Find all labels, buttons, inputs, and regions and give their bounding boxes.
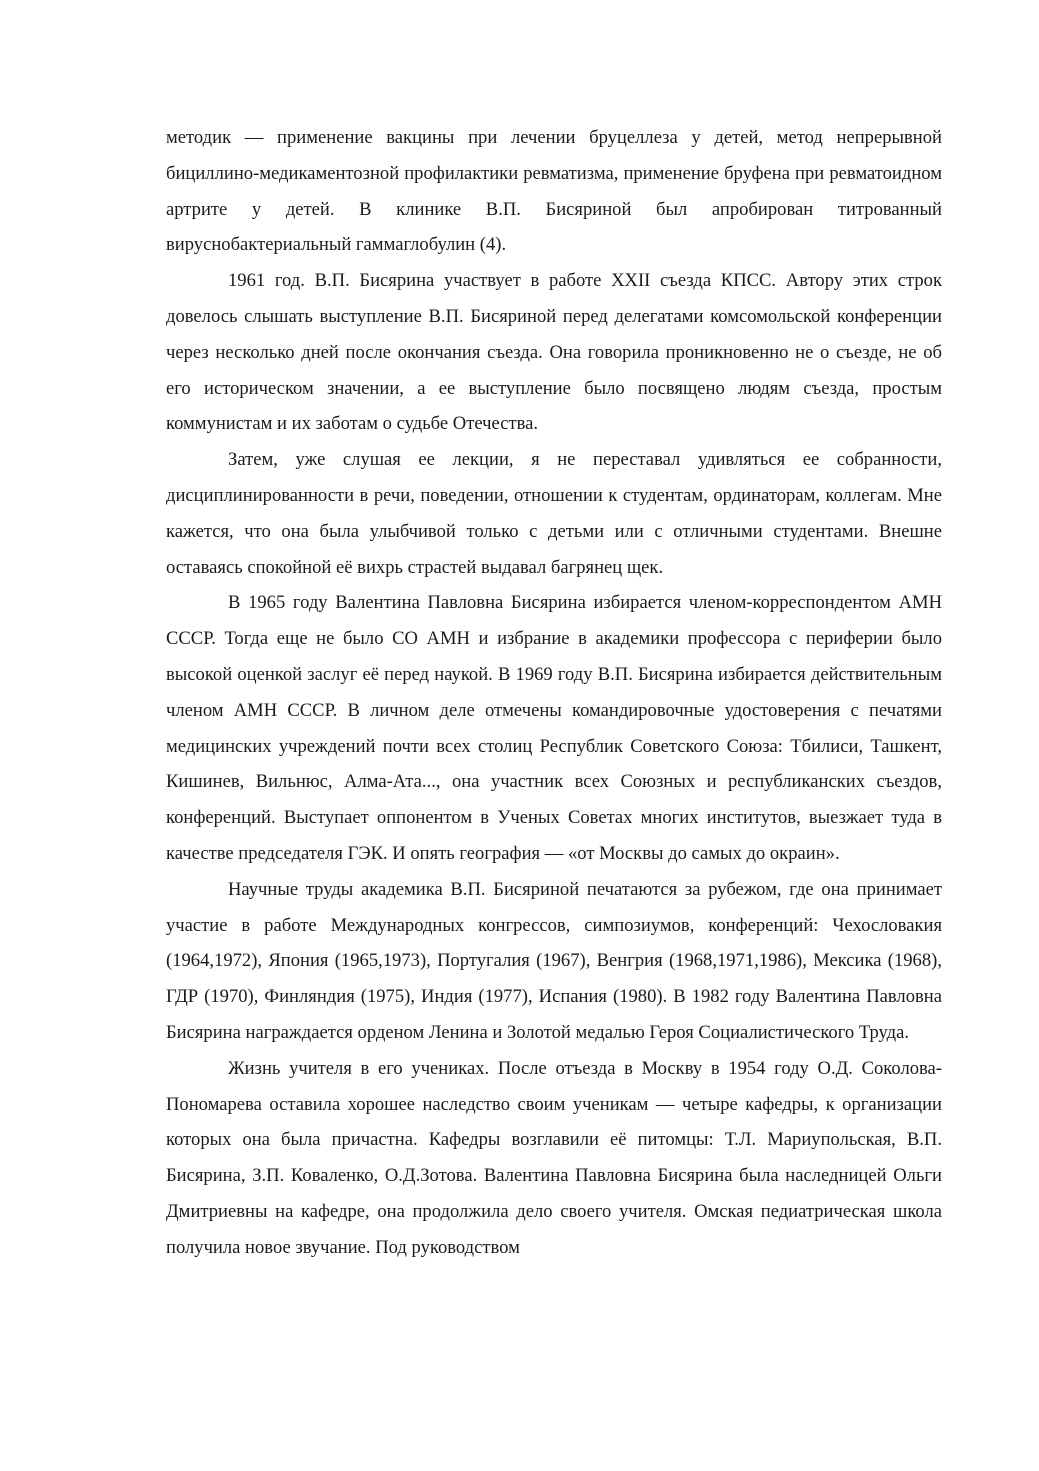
paragraph-1965-academy: В 1965 году Валентина Павловна Бисярина избирается членом-корреспондентом АМН СССР. Тогда еще не было СО АМН и избрание в академики профессора с периферии было высокой оценкой заслуг её перед наукой. В 1969 году В.П. Бисярина избирается действительным членом АМН СССР. В личном деле отмечены командировочные удостоверения с печатями медицинских учреждений почти всех столиц Республик Советского Союза: Тбилиси, Ташкент, Кишинев, Вильнюс, Алма-Ата..., она участник всех Союзных и республиканских съездов, конференций. Выступает оппонентом в Ученых Советах многих институтов, выезжает туда в качестве председателя ГЭК. И опять география — «от Москвы до самых до окраин». xyxy=(166,592,942,864)
paragraph-international-works: Научные труды академика В.П. Бисяриной печатаются за рубежом, где она принимает участие в работе Международных конгрессов, симпозиумов, конференций: Чехословакия (1964,1972), Япония (1965,1973), Португалия (1967), Венгрия (1968,1971,1986), Мексика (1968), ГДР (1970), Финляндия (1975), Индия (1977), Испания (1980). В 1982 году Валентина Павловна Бисярина награждается орденом Ленина и Золотой медалью Героя Социалистического Труда. xyxy=(166,878,942,1043)
paragraph-students-legacy: Жизнь учителя в его учениках. После отъезда в Москву в 1954 году О.Д. Соколова-Пономарева оставила хорошее наследство своим ученикам — четыре кафедры, к организации которых она была причастна. Кафедры возглавили её питомцы: Т.Л. Мариупольская, В.П. Бисярина, З.П. Коваленко, О.Д.Зотова. Валентина Павловна Бисярина была наследницей Ольги Дмитриевны на кафедре, она продолжила дело своего учителя. Омская педиатрическая школа получила новое звучание. Под руководством xyxy=(166,1057,942,1258)
document-body xyxy=(166,120,942,1266)
paragraph-lectures: Затем, уже слушая ее лекции, я не переставал удивляться ее собранности, дисциплинированности в речи, поведении, отношении к студентам, ординаторам, коллегам. Мне кажется, что она была улыбчивой только с детьми или с отличными студентами. Внешне оставаясь спокойной её вихрь страстей выдавал багрянец щек. xyxy=(166,449,942,578)
paragraph-vaccine-methods: методик — применение вакцины при лечении бруцеллеза у детей, метод непрерывной бициллино-медикаментозной профилактики ревматизма, применение бруфена при ревматоидном артрите у детей. В клинике В.П. Бисяриной был апробирован титрованный вируснобактериальный гаммаглобулин (4). xyxy=(166,127,942,256)
paragraph-1961-congress: 1961 год. В.П. Бисярина участвует в работе XXII съезда КПСС. Автору этих строк довелось слышать выступление В.П. Бисяриной перед делегатами комсомольской конференции через несколько дней после окончания съезда. Она говорила проникновенно не о съезде, не об его историческом значении, а ее выступление было посвящено людям съезда, простым коммунистам и их заботам о судьбе Отечества. xyxy=(166,270,942,435)
